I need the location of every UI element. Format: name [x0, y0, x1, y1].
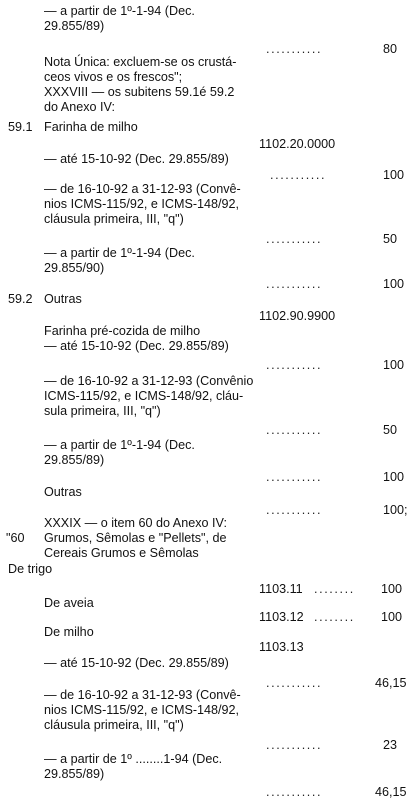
ncm-code: 1102.20.0000: [259, 137, 336, 151]
text-line: — a partir de 1º-1-94 (Dec.: [44, 246, 195, 260]
rate-value: 50: [383, 423, 398, 437]
text-line: nios ICMS-115/92, e ICMS-148/92,: [44, 703, 240, 717]
dot-leader: ...........: [266, 785, 323, 799]
text-line: nios ICMS-115/92, e ICMS-148/92,: [44, 197, 240, 211]
rate-value: 100: [383, 277, 405, 291]
text-line: cláusula primeira, III, "q"): [44, 212, 184, 226]
text-line: Outras: [44, 485, 82, 499]
text-line: — até 15-10-92 (Dec. 29.855/89): [44, 152, 229, 166]
rate-value: 100: [383, 168, 405, 182]
dot-leader: ...........: [270, 168, 327, 182]
item-number: 59.1: [8, 120, 33, 134]
text-line: do Anexo IV:: [44, 100, 115, 114]
dot-leader: ...........: [266, 738, 323, 752]
ncm-code: 1103.12: [259, 610, 304, 624]
rate-value: 100: [381, 610, 403, 624]
text-line: Farinha pré-cozida de milho: [44, 324, 201, 338]
text-line: 29.855/89): [44, 767, 105, 781]
ncm-code: 1103.13: [259, 640, 304, 654]
item-label: De aveia: [44, 596, 94, 610]
dot-leader: ...........: [266, 42, 323, 56]
text-line: 29.855/89): [44, 19, 105, 33]
text-line: — a partir de 1º-1-94 (Dec.: [44, 4, 195, 18]
ncm-code: 1103.11: [259, 582, 303, 596]
rate-value: 46,15: [375, 676, 407, 690]
item-label: De trigo: [8, 562, 53, 576]
text-line: — de 16-10-92 a 31-12-93 (Convênio: [44, 374, 254, 388]
item-label: De milho: [44, 625, 94, 639]
text-line: Nota Única: excluem-se os crustá-: [44, 55, 237, 69]
text-line: — a partir de 1º-1-94 (Dec.: [44, 438, 195, 452]
item-number: 59.2: [8, 292, 33, 306]
text-line: — a partir de 1º ........1-94 (Dec.: [44, 752, 223, 766]
text-line: — até 15-10-92 (Dec. 29.855/89): [44, 339, 229, 353]
dot-leader: ...........: [266, 503, 323, 517]
dot-leader: ........: [314, 610, 355, 624]
text-line: sula primeira, III, "q"): [44, 404, 161, 418]
rate-value: 50: [383, 232, 398, 246]
dot-leader: ...........: [266, 358, 323, 372]
text-line: Cereais Grumos e Sêmolas: [44, 546, 199, 560]
dot-leader: ...........: [266, 423, 323, 437]
rate-value: 100: [381, 582, 403, 596]
rate-value: 100;: [383, 503, 408, 517]
text-line: 29.855/90): [44, 261, 105, 275]
dot-leader: ...........: [266, 470, 323, 484]
item-label: Farinha de milho: [44, 120, 138, 134]
text-line: ceos vivos e os frescos";: [44, 70, 183, 84]
dot-leader: ...........: [266, 277, 323, 291]
dot-leader: ........: [314, 582, 355, 596]
text-line: — de 16-10-92 a 31-12-93 (Convê-: [44, 688, 241, 702]
dot-leader: ...........: [266, 232, 323, 246]
text-line: ICMS-115/92, e ICMS-148/92, cláu-: [44, 389, 244, 403]
text-line: — de 16-10-92 a 31-12-93 (Convê-: [44, 182, 241, 196]
dot-leader: ...........: [266, 676, 323, 690]
item-label: Outras: [44, 292, 82, 306]
rate-value: 80: [383, 42, 398, 56]
text-line: XXXVIII — os subitens 59.1é 59.2: [44, 85, 235, 99]
rate-value: 100: [383, 470, 405, 484]
rate-value: 23: [383, 738, 398, 752]
text-line: Grumos, Sêmolas e "Pellets", de: [44, 531, 227, 545]
text-line: XXXIX — o item 60 do Anexo IV:: [44, 516, 227, 530]
rate-value: 100: [383, 358, 405, 372]
text-line: — até 15-10-92 (Dec. 29.855/89): [44, 656, 229, 670]
rate-value: 46,15: [375, 785, 407, 799]
text-line: 29.855/89): [44, 453, 105, 467]
text-line: cláusula primeira, III, "q"): [44, 718, 184, 732]
item-number: "60: [6, 531, 25, 545]
ncm-code: 1102.90.9900: [259, 309, 336, 323]
